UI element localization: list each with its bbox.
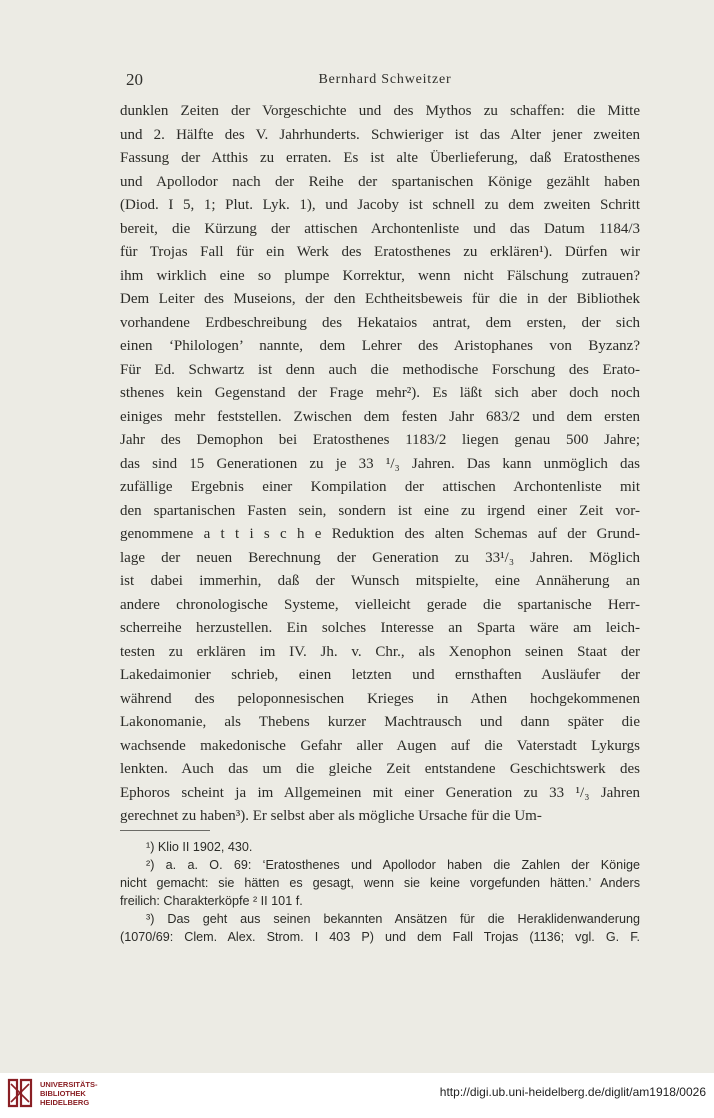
text-line: dunklen Zeiten der Vorgeschichte und des Mythos zu schaffen: die Mitte [120,103,640,119]
footnote-line: freilich: Charakterköpfe ² II 101 f. [120,894,303,908]
text-line: einiges mehr feststellen. Zwischen dem festen Jahr 683/2 und dem ersten [120,408,640,425]
text-line: andere chronologische Systeme, vielleicht gerade die spartanische Herr- [120,596,640,613]
text-line: für Trojas Fall für ein Werk des Eratosthenes zu erklären¹). Dürfen wir [120,244,640,260]
running-title: Bernhard Schweitzer [318,72,452,87]
source-url-link[interactable]: http://digi.ub.uni-heidelberg.de/diglit/am1918/0026 [439,1085,706,1099]
footnote-divider [120,830,210,831]
footnotes [120,838,640,946]
logo-line: UNIVERSITÄTS- [40,1080,98,1089]
footnote-line: ²) a. a. O. 69: ‘Eratosthenes und Apollodor haben die Zahlen der Könige [146,858,640,872]
page-number: 20 [126,70,143,89]
text-line: genommene a t t i s c h e Reduktion des alten Schemas auf der Grund- [120,526,640,542]
text-line: ihm wirklich eine so plumpe Korrektur, wenn nicht Fälschung zutrauen? [120,267,640,284]
footnote-line: ³) Das geht aus seinen bekannten Ansätzen für die Heraklidenwanderung [146,912,640,926]
library-logo-text [40,1080,98,1107]
text-line: bereit, die Kürzung der attischen Archontenliste und das Datum 1184/3 [120,220,640,237]
library-logo-icon [7,1076,33,1110]
text-line: lenkten. Auch das um die gleiche Zeit entstandene Geschichtswerk des [120,761,640,777]
text-line: Dem Leiter des Museions, der den Echtheitsbeweis für die in der Bibliothek [120,291,640,307]
text-line: während des peloponnesischen Krieges in Athen hochgekommenen [120,690,640,707]
text-line: ist dabei immerhin, daß der Wunsch mitspielte, eine Annäherung an [120,573,640,589]
text-line: lage der neuen Berechnung der Generation zu 33¹/₃ Jahren. Möglich [120,549,640,566]
text-line: Für Ed. Schwartz ist denn auch die methodische Forschung des Erato- [120,361,640,378]
body-text [120,100,640,829]
text-line: wachsende makedonische Gefahr aller Augen auf die Vaterstadt Lykurgs [120,737,640,754]
footnote-line: (1070/69: Clem. Alex. Strom. I 403 P) und dem Fall Trojas (1136; vgl. G. F. [120,930,640,944]
text-line: den spartanischen Fasten sein, sondern ist eine zu irgend einer Zeit vor- [120,502,640,519]
text-line: scherreihe herzustellen. Ein solches Interesse an Sparta wäre am leich- [120,620,640,636]
footnote-line: nicht gemacht: sie hätten es gesagt, wenn sie keine vorgefunden hätten.’ Anders [120,876,640,890]
page-header [120,70,650,92]
text-line: und 2. Hälfte des V. Jahrhunderts. Schwieriger ist das Alter jener zweiten [120,126,640,143]
text-line: Jahr des Demophon bei Eratosthenes 1183/2 liegen genau 500 Jahre; [120,432,640,448]
text-line: gerechnet zu haben³). Er selbst aber als mögliche Ursache für die Um- [120,808,542,824]
logo-line: HEIDELBERG [40,1098,90,1107]
text-line: Lakonomanie, als Thebens kurzer Machtrausch und dann später die [120,714,640,730]
logo-line: BIBLIOTHEK [40,1089,86,1098]
text-line: testen zu erklären im IV. Jh. v. Chr., als Xenophon seinen Staat der [120,643,640,660]
text-line: zufällige Ergebnis einer Kompilation der attischen Archontenliste mit [120,479,640,495]
text-line: Lakedaimonier schrieb, einen letzten und ernsthaften Ausläufer der [120,667,640,683]
text-line: vorhandene Erdbeschreibung des Hekataios antrat, dem ersten, der sich [120,314,640,331]
text-line: Ephoros scheint ja im Allgemeinen mit einer Generation zu 33 ¹/₃ Jahren [120,784,640,801]
text-line: (Diod. I 5, 1; Plut. Lyk. 1), und Jacoby ist schnell zu dem zweiten Schritt [120,197,640,213]
text-line: Fassung der Atthis zu erraten. Es ist alte Überlieferung, daß Eratosthenes [120,150,640,166]
text-line: und Apollodor nach der Reihe der spartanischen Könige gezählt haben [120,173,640,190]
footnote-line: ¹) Klio II 1902, 430. [146,840,253,854]
text-line: einen ‘Philologen’ nannte, dem Lehrer des Aristophanes von Byzanz? [120,338,640,354]
text-line: das sind 15 Generationen zu je 33 ¹/₃ Jahren. Das kann unmöglich das [120,455,640,472]
text-line: sthenes kein Gegenstand der Frage mehr²). Es läßt sich aber doch noch [120,385,640,401]
